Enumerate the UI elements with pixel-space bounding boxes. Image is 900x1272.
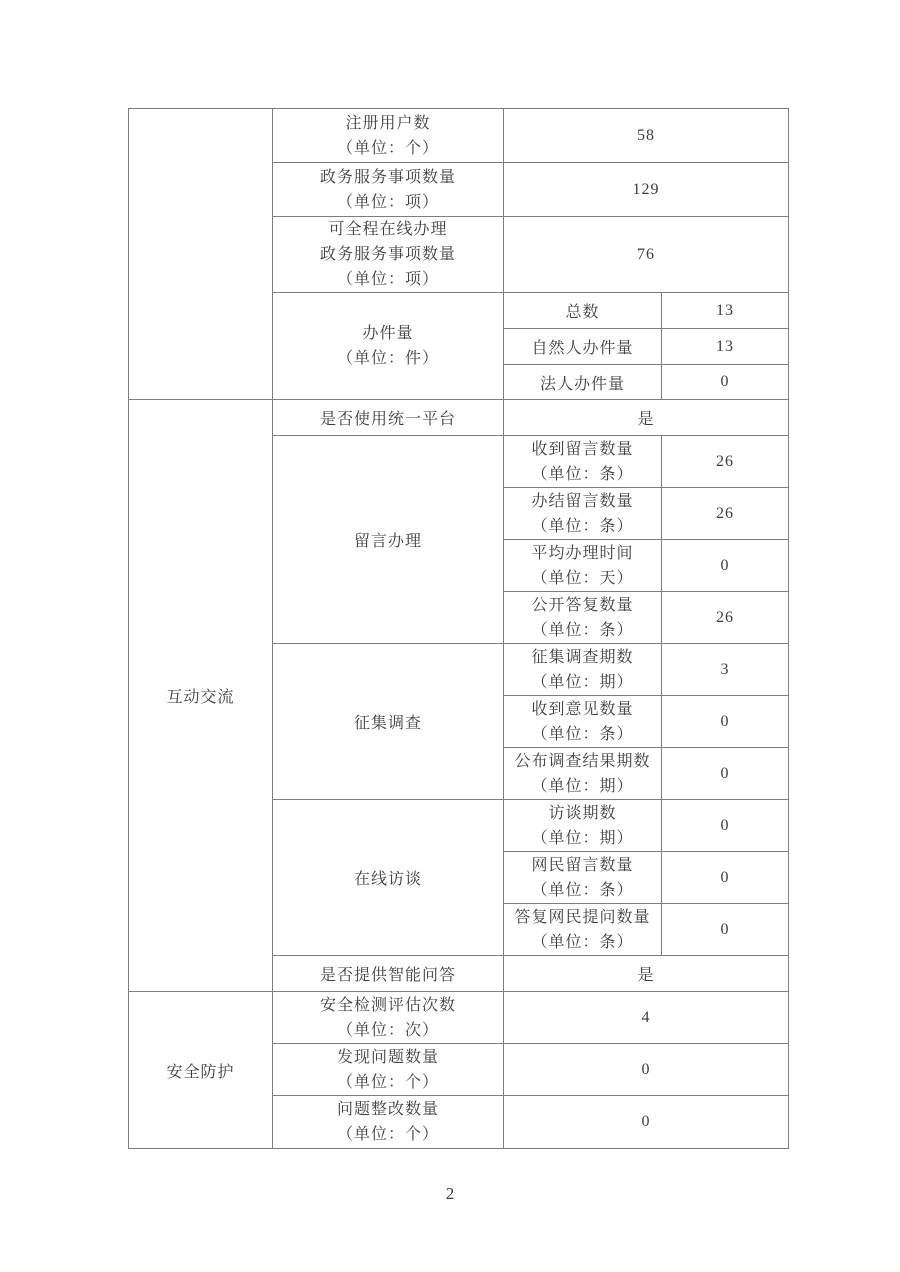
cell-registered-users-value: 58 — [504, 109, 789, 163]
cell-full-online-items-value: 76 — [504, 217, 789, 293]
label-text: 收到意见数量 — [531, 700, 634, 718]
cell-survey-opinions-value: 0 — [662, 696, 789, 748]
label-text: 答复网民提问数量 — [514, 908, 651, 926]
label-text: 办结留言数量 — [531, 492, 634, 510]
label-text: 政务服务事项数量 — [319, 168, 456, 186]
cell-case-total-label: 总数 — [504, 293, 662, 329]
unit-text: （单位：期） — [531, 829, 634, 847]
page-number: 2 — [445, 1184, 455, 1203]
cell-msg-completed-label — [504, 488, 662, 540]
table-row — [129, 992, 789, 1044]
cell-section2-category: 互动交流 — [129, 400, 273, 992]
cell-full-online-items-label — [273, 217, 504, 293]
unit-text: （单位：期） — [531, 673, 634, 691]
cell-msg-public-reply-value: 26 — [662, 592, 789, 644]
cell-security-checks-value: 4 — [504, 992, 789, 1044]
unit-text: （单位：个） — [336, 1073, 439, 1091]
cell-survey-results-label — [504, 748, 662, 800]
cell-msg-received-value: 26 — [662, 436, 789, 488]
cell-interview-replies-label — [504, 904, 662, 956]
label-text: 公开答复数量 — [531, 596, 634, 614]
unit-text: （单位：条） — [531, 621, 634, 639]
cell-msg-received-label — [504, 436, 662, 488]
cell-case-legal-value: 0 — [662, 365, 789, 400]
cell-problems-fixed-label — [273, 1096, 504, 1149]
cell-msg-public-reply-label — [504, 592, 662, 644]
unit-text: （单位：期） — [531, 777, 634, 795]
cell-message-handling-label: 留言办理 — [273, 436, 504, 644]
cell-smart-qa-value: 是 — [504, 956, 789, 992]
cell-interview-periods-label — [504, 800, 662, 852]
annual-report-table — [128, 108, 789, 1149]
cell-unified-platform-label: 是否使用统一平台 — [273, 400, 504, 436]
cell-survey-label: 征集调查 — [273, 644, 504, 800]
cell-survey-periods-label — [504, 644, 662, 696]
cell-survey-opinions-label — [504, 696, 662, 748]
label-text: 办件量 — [362, 325, 414, 342]
cell-service-items-label — [273, 163, 504, 217]
cell-interview-replies-value: 0 — [662, 904, 789, 956]
unit-text: （单位：条） — [531, 465, 634, 483]
unit-text: （单位：天） — [531, 569, 634, 587]
label-text: 收到留言数量 — [531, 440, 634, 458]
cell-case-natural-value: 13 — [662, 329, 789, 365]
unit-text: （单位：条） — [531, 933, 634, 951]
cell-survey-results-value: 0 — [662, 748, 789, 800]
unit-text: （单位：件） — [336, 350, 439, 367]
label-text: 网民留言数量 — [531, 856, 634, 874]
cell-smart-qa-label: 是否提供智能问答 — [273, 956, 504, 992]
cell-registered-users-label — [273, 109, 504, 163]
unit-text: （单位：条） — [531, 725, 634, 743]
cell-msg-completed-value: 26 — [662, 488, 789, 540]
cell-section1-category — [129, 109, 273, 400]
label-text: 问题整改数量 — [336, 1101, 439, 1118]
cell-interview-label: 在线访谈 — [273, 800, 504, 956]
label-text: 征集调查期数 — [531, 648, 634, 666]
unit-text: （单位：次） — [336, 1021, 439, 1039]
cell-interview-messages-label — [504, 852, 662, 904]
label-text: 发现问题数量 — [336, 1048, 439, 1066]
label-text: 访谈期数 — [548, 804, 617, 822]
cell-problems-found-value: 0 — [504, 1044, 789, 1096]
cell-service-items-value: 129 — [504, 163, 789, 217]
cell-interview-periods-value: 0 — [662, 800, 789, 852]
cell-unified-platform-value: 是 — [504, 400, 789, 436]
unit-text: （单位：个） — [336, 1126, 439, 1143]
cell-problems-found-label — [273, 1044, 504, 1096]
cell-msg-avg-time-value: 0 — [662, 540, 789, 592]
cell-interview-messages-value: 0 — [662, 852, 789, 904]
table-row — [129, 109, 789, 163]
cell-case-total-value: 13 — [662, 293, 789, 329]
cell-security-checks-label — [273, 992, 504, 1044]
label-text: 可全程在线办理 — [328, 221, 448, 238]
cell-case-volume-label — [273, 293, 504, 400]
label-text: 安全检测评估次数 — [319, 996, 456, 1014]
unit-text: （单位：条） — [531, 517, 634, 535]
label-text: 注册用户数 — [345, 114, 431, 132]
label-text: 公布调查结果期数 — [514, 752, 651, 770]
unit-text: （单位：项） — [336, 193, 439, 211]
label-text: 平均办理时间 — [531, 544, 634, 562]
cell-section3-category: 安全防护 — [129, 992, 273, 1149]
cell-survey-periods-value: 3 — [662, 644, 789, 696]
table-row — [129, 400, 789, 436]
unit-text: （单位：项） — [336, 271, 439, 288]
unit-text: （单位：条） — [531, 881, 634, 899]
cell-case-legal-label: 法人办件量 — [504, 365, 662, 400]
cell-problems-fixed-value: 0 — [504, 1096, 789, 1149]
label-text: 政务服务事项数量 — [319, 246, 456, 263]
cell-msg-avg-time-label — [504, 540, 662, 592]
unit-text: （单位：个） — [336, 139, 439, 157]
cell-case-natural-label: 自然人办件量 — [504, 329, 662, 365]
